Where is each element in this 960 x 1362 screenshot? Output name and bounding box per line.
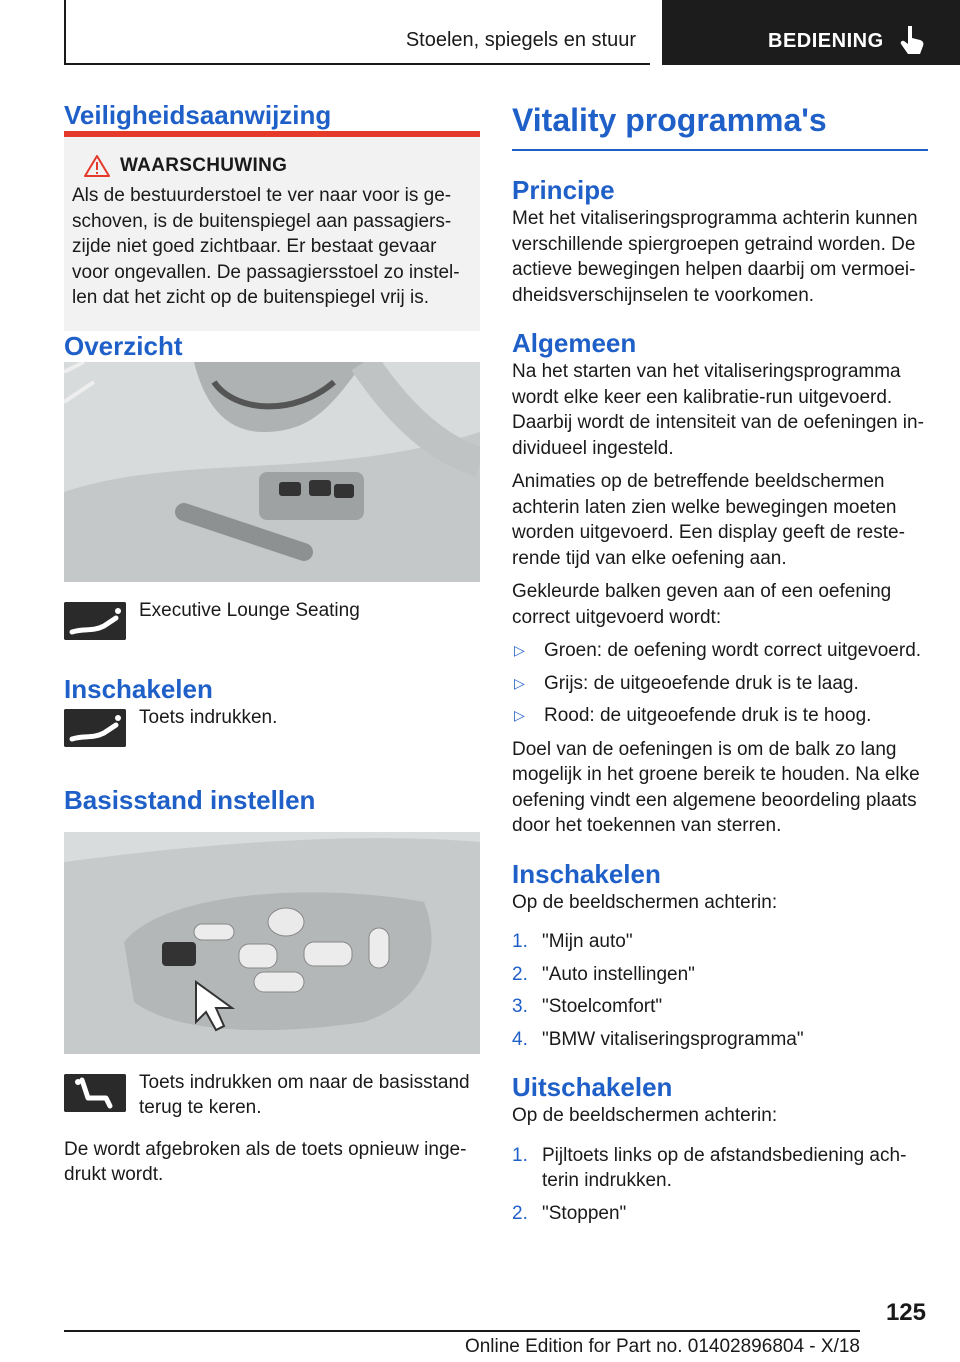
- header-bottom-rule: [64, 63, 650, 65]
- list-item: 1. "Mijn auto": [512, 931, 633, 952]
- basisstand-note: De wordt afgebroken als de toets opnieuw inge-drukt wordt.: [64, 1138, 467, 1185]
- right-column: [512, 102, 928, 1234]
- list-item: ▷ Grijs: de uitgeoefende druk is te laag.: [512, 671, 928, 697]
- left-inschakelen-heading: Inschakelen: [64, 673, 213, 704]
- list-item: 4. "BMW vitaliseringsprogramma": [512, 1028, 804, 1050]
- basisstand-row: [64, 1070, 480, 1121]
- executive-lounge-seating-icon[interactable]: [64, 709, 126, 747]
- uitschakelen-heading: Uitschakelen: [512, 1072, 673, 1102]
- warning-title: WAARSCHUWING: [120, 155, 288, 176]
- algemeen-paragraph-4: Doel van de oefeningen is om de balk zo lang mogelijk in het groene bereik te houden. Na elke oefening vindt een algemene beoordeling plaats door het toekennen van sterren.: [512, 738, 920, 836]
- edition-text: Online Edition for Part no. 01402896804 - X/18: [464, 1336, 860, 1357]
- bar-color-list: [512, 638, 928, 729]
- left-inschakelen-row: [64, 705, 480, 747]
- list-item: ▷ Rood: de uitgeoefende druk is te hoog.: [512, 703, 928, 729]
- inschakelen-steps: [512, 929, 928, 1052]
- page-number: 125: [885, 1299, 926, 1326]
- warning-triangle-icon: [84, 155, 110, 177]
- section-tab-label: BEDIENING: [768, 30, 884, 52]
- triangle-bullet-icon: ▷: [514, 674, 525, 691]
- right-inschakelen-intro: Op de beeldschermen achterin:: [512, 891, 778, 913]
- principe-text: Met het vitaliseringsprogramma achterin kunnen verschillende spiergroepen getraind worden. De actieve bewegingen helpen daarbij om vermoei-dheidsverschijnselen te voorkomen.: [512, 208, 918, 306]
- basisstand-caption: Toets indrukken om naar de basisstand terug te keren.: [139, 1071, 470, 1118]
- basisstand-heading: Basisstand instellen: [64, 784, 316, 815]
- safety-heading: Veiligheidsaanwijzing: [64, 100, 332, 130]
- list-item: ▷ Groen: de oefening wordt correct uitgevoerd.: [512, 638, 928, 664]
- section-tab[interactable]: [662, 0, 960, 65]
- list-item: 3. "Stoelcomfort": [512, 996, 663, 1017]
- overview-heading: Overzicht: [64, 330, 183, 361]
- seat-basic-position-icon[interactable]: [64, 1074, 126, 1112]
- vitality-title: Vitality programma's: [512, 102, 928, 151]
- left-column: [64, 100, 480, 1188]
- triangle-bullet-icon: ▷: [514, 642, 525, 658]
- door-panel-illustration: [64, 362, 480, 582]
- warning-text: Als de bestuurderstoel te ver naar voor is ge-schoven, is de buitenspiegel aan passagiers-zijde niet goed zichtbaar. Er bestaat gevaar voor ongevallen. De passagiersstoel zo instel-len dat het zicht op de buitenspiegel vrij is.: [72, 185, 460, 308]
- algemeen-paragraph-3: Gekleurde balken geven aan of een oefening correct uitgevoerd wordt:: [512, 581, 892, 628]
- chapter-title: Stoelen, spiegels en stuur: [405, 29, 636, 51]
- seat-controls-illustration: [64, 832, 480, 1054]
- principe-heading: Principe: [512, 175, 615, 205]
- list-item: 2. "Auto instellingen": [512, 963, 695, 985]
- algemeen-paragraph-2: Animaties op de betreffende beeldschermen achterin laten zien welke bewegingen moeten worden uitgevoerd. Een display geeft de reste-rende tijd van elke oefening aan.: [512, 471, 905, 569]
- warning-header: [72, 155, 470, 177]
- list-item: 1. Pijltoets links op de afstandsbediening ach-terin indrukken.: [512, 1144, 907, 1191]
- header-left-rule: [64, 0, 66, 64]
- algemeen-heading: Algemeen: [512, 328, 637, 358]
- executive-lounge-row: [64, 598, 480, 640]
- right-inschakelen-heading: Inschakelen: [512, 858, 661, 889]
- algemeen-paragraph-1: Na het starten van het vitaliseringsprogramma wordt elke keer een kalibratie-run uitgevoerd. Daarbij wordt de intensiteit van de oefeningen in-dividueel ingesteld.: [512, 361, 924, 459]
- left-inschakelen-text: Toets indrukken.: [139, 706, 278, 728]
- door-panel-photo: [64, 362, 480, 582]
- list-item: 2. "Stoppen": [512, 1202, 627, 1224]
- uitschakelen-intro: Op de beeldschermen achterin:: [512, 1105, 778, 1126]
- executive-lounge-caption: Executive Lounge Seating: [139, 599, 360, 621]
- uitschakelen-steps: [512, 1143, 928, 1227]
- executive-lounge-seating-icon[interactable]: [64, 602, 126, 640]
- triangle-bullet-icon: ▷: [514, 707, 525, 723]
- hand-pointer-icon: [898, 24, 926, 56]
- warning-box: [64, 137, 480, 331]
- seat-controls-photo: [64, 832, 480, 1054]
- footer-rule: [64, 1330, 860, 1332]
